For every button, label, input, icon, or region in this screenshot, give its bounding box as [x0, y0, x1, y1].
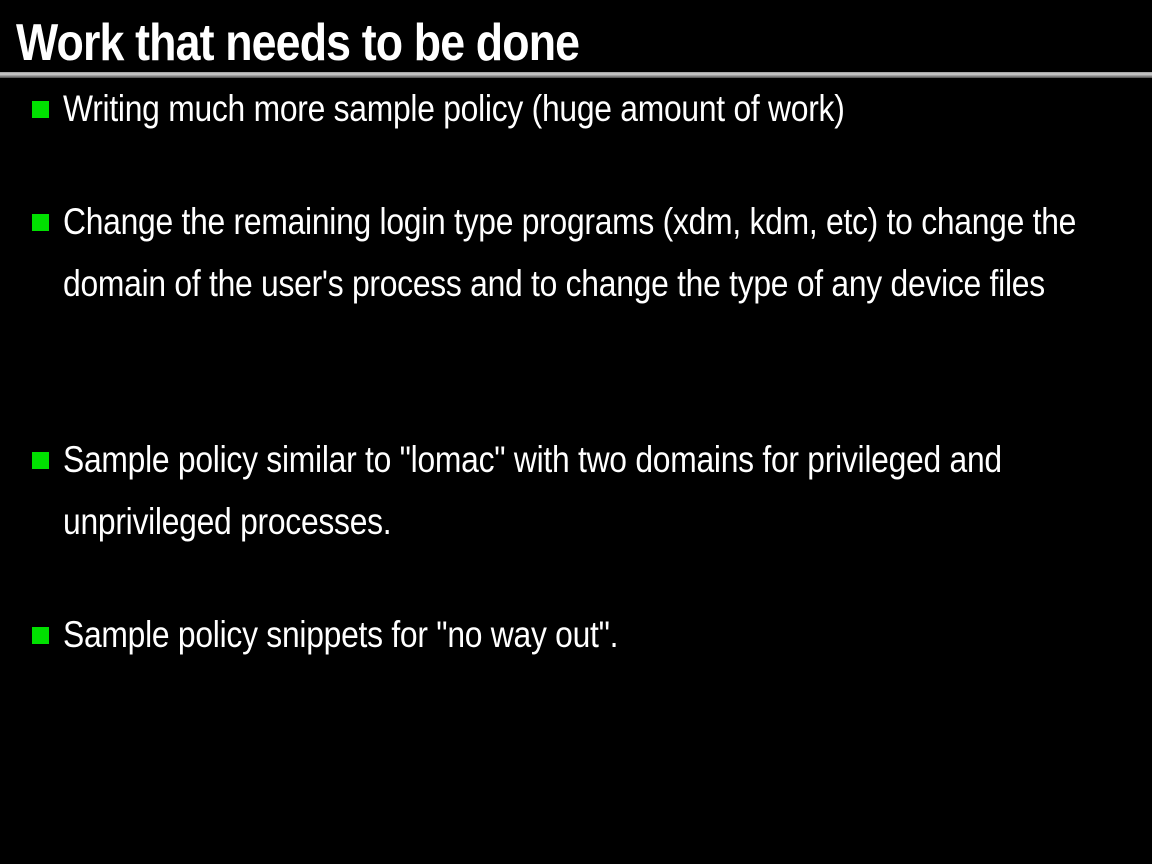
slide-title: Work that needs to be done: [16, 14, 580, 72]
green-square-bullet-icon: [32, 627, 49, 644]
green-square-bullet-icon: [32, 214, 49, 231]
bullet-text: Sample policy snippets for "no way out".: [63, 614, 619, 655]
bullet-text: Change the remaining login type programs (xdm, kdm, etc) to change the domain of the user's process and to change the type of any device files: [63, 201, 1077, 304]
bullet-text: Sample policy similar to "lomac" with two domains for privileged and unprivileged processes.: [63, 439, 1002, 542]
green-square-bullet-icon: [32, 101, 49, 118]
bullet-text: Writing much more sample policy (huge amount of work): [63, 88, 845, 129]
green-square-bullet-icon: [32, 452, 49, 469]
